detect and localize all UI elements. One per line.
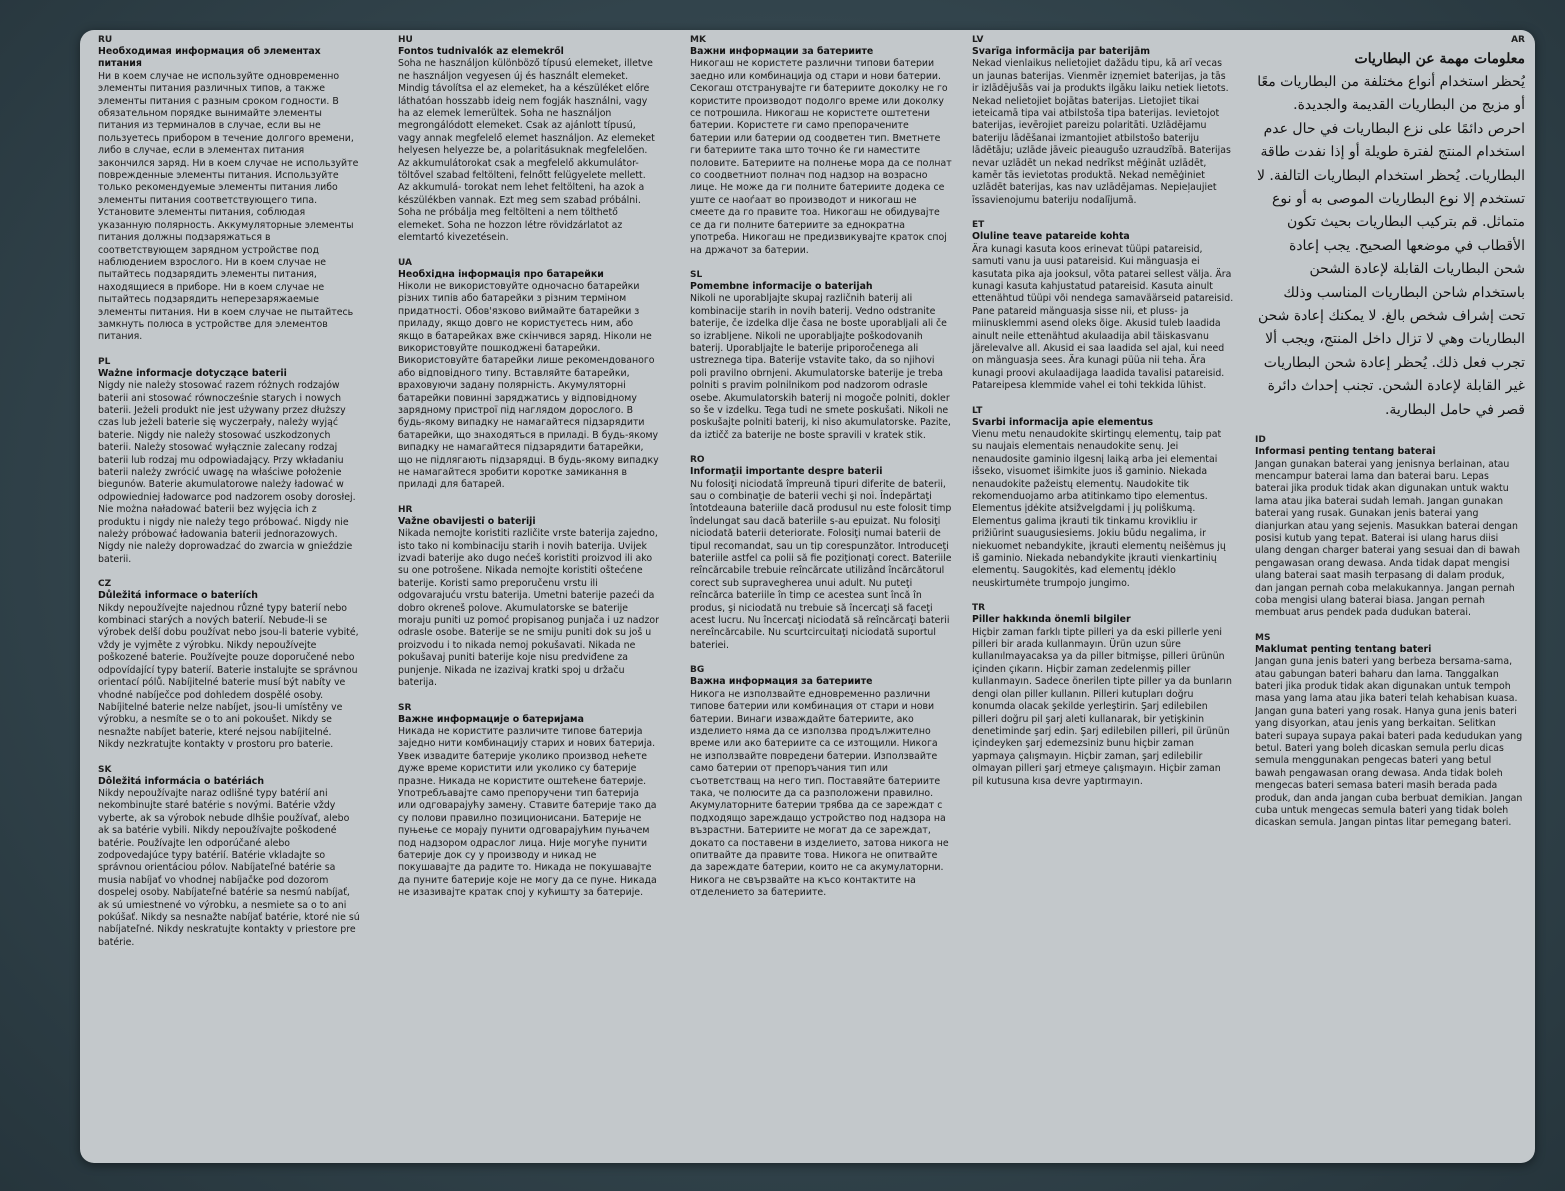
language-code: PL	[98, 356, 111, 367]
language-code: HR	[398, 504, 413, 515]
section-title: Svarīga informācija par baterijām	[972, 46, 1150, 57]
section-mk	[690, 35, 952, 257]
column-1	[98, 35, 360, 1159]
section-title: Pomembne informacije o baterijah	[690, 280, 873, 292]
language-code: CZ	[98, 579, 112, 590]
section-body: Jangan guna jenis bateri yang berbeza bersama-sama, atau gabungan bateri baharu dan lama. Tanggalkan bateri jika produk tidak akan digunakan untuk tempoh masa yang lama atau jika bateri telah kehabisan kuasa. Jangan guna bateri yang rosak. Hanya guna jenis bateri yang disyorkan, atau jenis yang berkaitan. Selitkan bateri supaya supaya pakai bateri pada kedudukan yang betul. Bateri yang boleh dicaskan semula perlu dicas semula menggunakan pengecas bateri yang betul bawah pengawasan orang dewasa. Anda tidak boleh mengecas bateri semasa bateri masih berada pada produk, dan anda jangan cuba berbuat demikian. Jangan cuba untuk mengecas semula bateri yang tidak boleh dicaskan semula. Jangan pintas litar pemegang bateri.	[1255, 656, 1523, 829]
section-bg	[690, 665, 952, 899]
section-title: Важне информације о батеријама	[398, 713, 584, 725]
language-code: SR	[398, 702, 412, 713]
section-body: Никога не използвайте едновременно различни типове батерии или комбинация от стари и нови батерии. Винаги изваждайте батериите, ако изделието няма да се използва продължително време или ако батериите са се изтощили. Никога не използвайте повредени батерии. Използвайте само батерии от препоръчания тип или съответстващ на него тип. Поставяйте батериите така, че полюсите да са разположени правилно. Акумулаторните батерии трябва да се зареждат с подходящо зареждащо устройство под надзора на възрастни. Батериите не могат да се зареждат, докато са поставени в изделието, затова никога не опитвайте да правите това. Никога не опитвайте да зареждате батерии, които не са акумулаторни. Никога не свързвайте на късо контактите на отделението за батериите.	[690, 688, 949, 899]
language-code: UA	[398, 257, 412, 268]
section-ms	[1255, 633, 1525, 830]
section-id	[1255, 435, 1525, 620]
language-code: MS	[1255, 632, 1271, 643]
section-title: Važne obavijesti o bateriji	[398, 515, 536, 527]
section-body: Nu folosiţi niciodată împreună tipuri diferite de baterii, sau o combinaţie de baterii vechi şi noi. Îndepărtaţi întotdeauna bateriile dacă produsul nu este folosit timp îndelungat sau dacă bateriile s-au epuizat. Nu folosiţi niciodată baterii deteriorate. Folosiţi numai baterii de tipul recomandat, sau un tip corespunzător. Introduceţi bateriile astfel ca polii să fie poziţionaţi corect. Bateriile reîncărcabile trebuie reîncărcate utilizând încărcătorul corect sub supravegherea unui adult. Nu puteţi reîncărca bateriile în timp ce acestea sunt încă în produs, şi niciodată nu trebuie să încercaţi să faceţi acest lucru. Nu încercaţi niciodată să reîncărcaţi baterii nereîncărcabile. Nu scurtcircuitaţi niciodată suportul bateriei.	[690, 478, 952, 651]
language-code: SK	[98, 764, 112, 775]
section-body: Soha ne használjon különböző típusú elemeket, illetve ne használjon vegyesen új és használt elemeket. Mindig távolítsa el az elemeket, ha a készüléket előre láthatóan hosszabb ideig nem fogják használni, vagy ha az elemek lemerültek. Soha ne használjon megrongálódott elemeket. Csak az ajánlott típusú, vagy annak megfelelő elemet használjon. Az elemeket helyesen helyezze be, a polaritásuknak megfelelően. Az akkumulátorokat csak a megfelelő akkumulátor- töltővel szabad feltölteni, felnőtt felügyelete mellett. Az akkumulá- torokat nem lehet feltölteni, ha azok a készülékben vannak. Ezt meg sem szabad próbálni. Soha ne próbálja meg feltölteni a nem tölthető elemeket. Soha ne hozzon létre rövidzárlatot az elemtartó kivezetésein.	[398, 58, 655, 244]
section-ro	[690, 455, 952, 652]
section-body: Hiçbir zaman farklı tipte pilleri ya da eski pillerle yeni pilleri bir arada kullanmayın. Ürün uzun süre kullanılmayacaksa ya da piller bitmişse, pilleri ürünün içinden çıkarın. Hiçbir zaman zedelenmiş piller kullanmayın. Sadece önerilen tipte piller ya da bunların dengi olan piller kullanın. Pilleri kutupları doğru konumda olacak şekilde yerleştirin. Şarj edilebilen pilleri doğru pil şarj aleti kullanarak, bir yetişkinin denetiminde şarj edin. Şarj edilebilen pilleri, pil ürünün içindeyken şarj edemezsiniz bunu hiçbir zaman yapmaya çalışmayın. Hiçbir zaman, şarj edilebilir olmayan pilleri şarj etmeye çalışmayın. Hiçbir zaman pil kutusuna kısa devre yaptırmayın.	[972, 626, 1232, 787]
section-body: Nekad vienlaikus nelietojiet dažādu tipu, kā arī vecas un jaunas baterijas. Vienmēr izņemiet baterijas, ja tās ir izlādējušās vai ja produkts ilgāku laiku netiek lietots. Nekad nelietojiet bojātas baterijas. Lietojiet tikai ieteicamā tipa vai atbilstoša tipa baterijas. Ievietojot baterijas, ievērojiet pareizu polaritāti. Uzlādējamu bateriju lādēšanai izmantojiet atbilstošo bateriju lādētāju; uzlāde jāveic pieaugušo uzraudzībā. Baterijas nevar uzlādēt un nekad nedrīkst mēģināt uzlādēt, kamēr tās ievietotas produktā. Nekad nemēģiniet uzlādēt baterijas, kas nav uzlādējamas. Nepieļaujiet īssavienojumu bateriju nodalījumā.	[972, 58, 1231, 206]
section-sr	[398, 703, 660, 900]
section-body: Vienu metu nenaudokite skirtingų elementų, taip pat su naujais elementais nenaudokite senų. Jei nenaudosite gaminio ilgesnį laiką arba jei elementai išseko, visuomet išimkite juos iš gaminio. Niekada nenaudokite pažeistų elementų. Naudokite tik rekomenduojamo arba atitinkamo tipo elementus. Elementus įdėkite atsižvelgdami į jų poliškumą. Elementus galima įkrauti tik tinkamu krovikliu ir prižiūrint suaugusiesiems. Jokiu būdu negalima, ir niekuomet nebandykite, įkrauti elementų neišėmus jų iš gaminio. Niekada nebandykite įkrauti vienkartinių elementų. Saugokitės, kad elementų įdėklo neuskirtumėte trumpojo jungimo.	[972, 428, 1226, 589]
language-code: SL	[690, 269, 703, 280]
column-3	[690, 35, 952, 1159]
section-hr	[398, 505, 660, 690]
language-code: RO	[690, 455, 705, 466]
column-4	[972, 35, 1234, 1159]
section-body: Jangan gunakan baterai yang jenisnya berlainan, atau mencampur baterai lama dan baterai baru. Lepas baterai jika produk tidak akan digunakan untuk waktu lama atau jika baterai sudah lemah. Jangan gunakan baterai yang rusak. Gunakan jenis baterai yang dianjurkan atau yang sejenis. Masukkan baterai dengan posisi kutub yang tepat. Baterai isi ulang harus diisi ulang dengan charger baterai yang sesuai dan di bawah pengawasan orang dewasa. Anda tidak dapat mengisi ulang baterai saat masih terpasang di dalam produk, dan jangan pernah coba melakukannya. Jangan pernah coba mengisi ulang baterai biasa. Jangan pernah membuat arus pendek pada dudukan baterai.	[1255, 458, 1521, 619]
section-title: Informaţii importante despre baterii	[690, 466, 883, 478]
section-body: Nigdy nie należy stosować razem różnych rodzajów baterii ani stosować równocześnie starych i nowych baterii. Jeżeli produkt nie jest używany przez dłuższy czas lub jeżeli baterie się wyczerpały, należy wyjąć baterie. Nigdy nie należy stosować uszkodzonych baterii. Należy stosować wyłącznie zalecany rodzaj baterii lub rodzaj mu odpowiadający. Przy wkładaniu baterii należy zwrócić uwagę na właściwe położenie biegunów. Baterie akumulatorowe należy ładować w odpowiedniej ładowarce pod nadzorem osoby dorosłej. Nie można naładować baterii bez wyjęcia ich z produktu i nigdy nie należy tego próbować. Nigdy nie należy próbować ładowania baterii jednorazowych. Nigdy nie należy doprowadzać do zwarcia w gnieździe baterii.	[98, 380, 356, 565]
section-title: Ważne informacje dotyczące baterii	[98, 367, 287, 379]
section-tr	[972, 603, 1234, 788]
section-title: Dôležitá informácia o batériách	[98, 775, 264, 787]
section-body: Nikdy nepoužívejte najednou různé typy baterií nebo kombinaci starých a nových baterií. Nebude-li se výrobek delší dobu používat nebo jsou-li baterie vybité, vždy je vyjměte z výrobku. Nikdy nepoužívejte poškozené baterie. Používejte pouze doporučené nebo odpovídající typy baterií. Baterie instalujte se správnou orientací pólů. Nabíjitelné baterie musí být nabíty ve vhodné nabíječce pod dohledem dospělé osoby. Nabíjitelné baterie nelze nabíjet, jsou-li umístěny ve výrobku, a nesmíte se o to ani pokoušet. Nikdy se nesnažte nabíjet baterie, které nejsou nabíjitelné. Nikdy nezkratujte kontakty v prostoru pro baterie.	[98, 602, 359, 751]
section-et	[972, 220, 1234, 392]
section-body: Никогаш не користете различни типови батерии заедно или комбинација од стари и нови батерии. Секогаш отстранувајте ги батериите доколку не го користите производот подолго време или доколку се потрошила. Никогаш не користете оштетени батерии. Користете ги само препорачените батерии или батерии од соодветен тип. Вметнете ги батериите така што точно ќе ги наместите половите. Батериите на полнење мора да се полнат со соодветниот полнач под надзор на возрасно лице. Не може да ги полните батериите додека се уште се наоѓаат во производот и никогаш не смеете да го правите тоа. Никогаш не обидувајте се да ги полните батериите за еднократна употреба. Никогаш не предизвикувајте краток спој на држачот за батерии.	[690, 58, 952, 256]
section-title: معلومات مهمة عن البطاريات	[1354, 51, 1525, 67]
section-title: Необходимая информация об элементах питания	[98, 46, 321, 70]
section-title: Fontos tudnivalók az elemekről	[398, 46, 564, 57]
language-code: LT	[972, 405, 983, 416]
section-body: يُحظر استخدام أنواع مختلفة من البطاريات معًا أو مزيج من البطاريات القديمة والجديدة. احرص دائمًا على نزع البطاريات في حال عدم استخدام المنتج لفترة طويلة أو إذا نفدت طاقة البطاريات. يُحظر استخدام البطاريات التالفة. لا تستخدم إلا نوع البطاريات الموصى به أو نوع متماثل. قم بتركيب البطاريات بحيث تكون الأقطاب في موضعها الصحيح. يجب إعادة شحن البطاريات القابلة لإعادة الشحن باستخدام شاحن البطاريات المناسب وذلك تحت إشراف شخص بالغ. لا يمكنك إعادة شحن البطاريات وهي لا تزال داخل المنتج، ويجب ألا تجرب فعل ذلك. يُحظر إعادة شحن البطاريات غير القابلة لإعادة الشحن. تجنب إحداث دائرة قصر في حامل البطارية.	[1256, 74, 1525, 418]
section-title: Maklumat penting tentang bateri	[1255, 643, 1432, 655]
column-2	[398, 35, 660, 1159]
language-code: AR	[1511, 35, 1525, 45]
section-sk	[98, 765, 360, 950]
section-lv	[972, 35, 1234, 207]
section-title: Důležitá informace o bateriích	[98, 590, 258, 602]
language-code: ID	[1255, 435, 1266, 446]
language-code: TR	[972, 603, 986, 614]
section-body: Ніколи не використовуйте одночасно батарейки різних типів або батарейки з різним терміном придатності. Обов'язково виймайте батарейки з приладу, якщо довго не користуєтесь ним, або якщо в батарейках вже скінчився заряд. Ніколи не використовуйте пошкоджені батарейки. Використовуйте батарейки лише рекомендованого або відповідного типу. Вставляйте батарейки, враховуючи задану полярність. Акумуляторні батарейки повинні заряджатись у відповідному зарядному пристрої під наглядом дорослого. В будь-якому випадку не намагайтеся підзарядити батарейки, що знаходяться в приладі. В будь-якому випадку не намагайтеся підзарядити батарейки, що не підлягають підзарядці. В будь-якому випадку не намагайтеся зробити коротке замикання в приладі для батарей.	[398, 280, 659, 491]
section-title: Piller hakkında önemli bilgiler	[972, 614, 1131, 626]
section-pl	[98, 357, 360, 567]
section-ua	[398, 258, 660, 492]
language-code: LV	[972, 35, 984, 45]
section-hu	[398, 35, 660, 245]
section-body: Nikada nemojte koristiti različite vrste baterija zajedno, isto tako ni kombinaciju starih i novih baterija. Uvijek izvadi baterije ako dugo nećeš koristiti proizvod ili ako su one potrošene. Nikada nemojte koristiti oštećene baterije. Koristi samo preporučenu vrstu ili odgovarajuću vrstu baterija. Umetni baterije pazeći da dobro okreneš polove. Akumulatorske se baterije moraju puniti uz pomoć propisanog punjača i uz nadzor odrasle osobe. Baterije se ne smiju puniti dok su još u proizvodu i to nikada nemoj pokušavati. Nikada ne pokušavaj puniti baterije koje nisu predviđene za punjenje. Nikada ne izazivaj kratki spoj u držaču baterija.	[398, 528, 659, 689]
section-body: Ни в коем случае не используйте одновременно элементы питания различных типов, а также элементы питания с разным сроком годности. В обязательном порядке вынимайте элементы питания из терминалов в случае, если вы не пользуетесь прибором в течение долгого времени, либо в случае, если в элементах питания закончился заряд. Ни в коем случае не используйте поврежденные элементы питания. Используйте только рекомендуемые элементы питания либо элементы питания соответствующего типа. Установите элементы питания, соблюдая указанную полярность. Аккумуляторные элементы питания должны подзаряжаться в соответствующем зарядном устройстве под наблюдением взрослого. Ни в коем случае не пытайтесь подзарядить элементы питания, находящиеся в приборе. Ни в коем случае не пытайтесь подзарядить неперезаряжаемые элементы питания. Ни в коем случае не пытайтесь замкнуть полюса в устройстве для элементов питания.	[98, 70, 359, 343]
section-lt	[972, 406, 1234, 591]
language-code: ET	[972, 220, 985, 231]
section-title: Oluline teave patareide kohta	[972, 231, 1130, 243]
section-body: Nikdy nepoužívajte naraz odlišné typy batérií ani nekombinujte staré batérie s novými. Batérie vždy vyberte, ak sa výrobok nebude dlhšie používať, alebo ak sa batérie vybili. Nikdy nepoužívajte poškodené batérie. Používajte len odporúčané alebo zodpovedajúce typy batérií. Batérie vkladajte so správnou orientáciou pólov. Nabíjateľné batérie sa musia nabíjať vo vhodnej nabíjačke pod dozorom dospelej osoby. Nabíjateľné batérie sa nesmú nabíjať, ak sú umiestnené vo výrobku, a nesmiete sa o to ani pokúšať. Nikdy sa nesnažte nabíjať batérie, ktoré nie sú nabíjateľné. Nikdy neskratujte kontakty v priestore pre batérie.	[98, 787, 360, 948]
section-cz	[98, 579, 360, 751]
instruction-sheet	[80, 30, 1535, 1163]
section-sl	[690, 270, 952, 442]
column-5	[1255, 35, 1525, 1159]
section-body: Nikoli ne uporabljajte skupaj različnih baterij ali kombinacije starih in novih baterij. Vedno odstranite baterije, če izdelka dlje časa ne boste uporabljali ali če so izrabljene. Nikoli ne uporabljajte poškodovanih baterij. Uporabljajte le baterije priporočenega ali ustreznega tipa. Baterije vstavite tako, da so njihovi poli pravilno obrnjeni. Akumulatorske baterije je treba polniti s pravim polnilnikom pod nadzorom odrasle osebe. Akumulatorskih baterij ni mogoče polniti, dokler so še v izdelku. Tega tudi ne smete poskušati. Nikoli ne poskušajte polniti baterij, ki niso akumulatorske. Pazite, da iztičč za baterije ne boste spravili v kratek stik.	[690, 293, 951, 441]
section-title: Svarbi informacija apie elementus	[972, 416, 1154, 428]
language-code: HU	[398, 35, 413, 45]
language-code: BG	[690, 665, 705, 676]
language-code: RU	[98, 35, 113, 45]
section-title: Важна информация за батериите	[690, 676, 873, 688]
section-body: Ära kunagi kasuta koos erinevat tüüpi patareisid, samuti vanu ja uusi patareisid. Kui mänguasja ei kasutata pika aja jooksul, võta patarei sellest välja. Ära kunagi kasuta kahjustatud patareisid. Kasuta ainult ettenähtud tüüpi või nendega samaväärseid patareisid. Pane patareid mänguasja sisse nii, et pluss- ja miinusklemmi asend oleks õige. Akusid tuleb laadida ainult neile ettenähtud akulaadija abil täiskasvanu järelevalve all. Akusid ei saa laadida sel ajal, kui need on mänguasja sees. Ära kunagi püüa nii teha. Ära kunagi proovi akulaadijaga laadida tavalisi patareisid. Patareipesa klemmide vahel ei tohi tekkida lühist.	[972, 243, 1234, 392]
section-ru	[98, 35, 360, 344]
section-body: Никада не користите различите типове батерија заједно нити комбинацију старих и нових батерија. Увек извадите батерије уколико производ нећете дуже време користити или уколико су батерије празне. Никада не користите оштећене батерије. Употребљавајте само препоручени тип батерија или одговарајућу замену. Ставите батерије тако да су полови правилно позиционисани. Батерије не пуњење се морају пунити одговарајућим пуњачем под надзором одраслог лица. Није могуће пунити батерије док су у производу и никад не покушавајте да радите то. Никада не покушавајте да пуните батерије које не могу да се пуне. Никада не изазивајте кратак спој у кућишту за батерије.	[398, 725, 657, 899]
section-title: Informasi penting tentang baterai	[1255, 446, 1436, 458]
language-code: MK	[690, 35, 706, 45]
section-ar	[1255, 35, 1525, 422]
section-title: Важни информации за батериите	[690, 46, 874, 57]
section-title: Необхідна інформація про батарейки	[398, 268, 604, 280]
